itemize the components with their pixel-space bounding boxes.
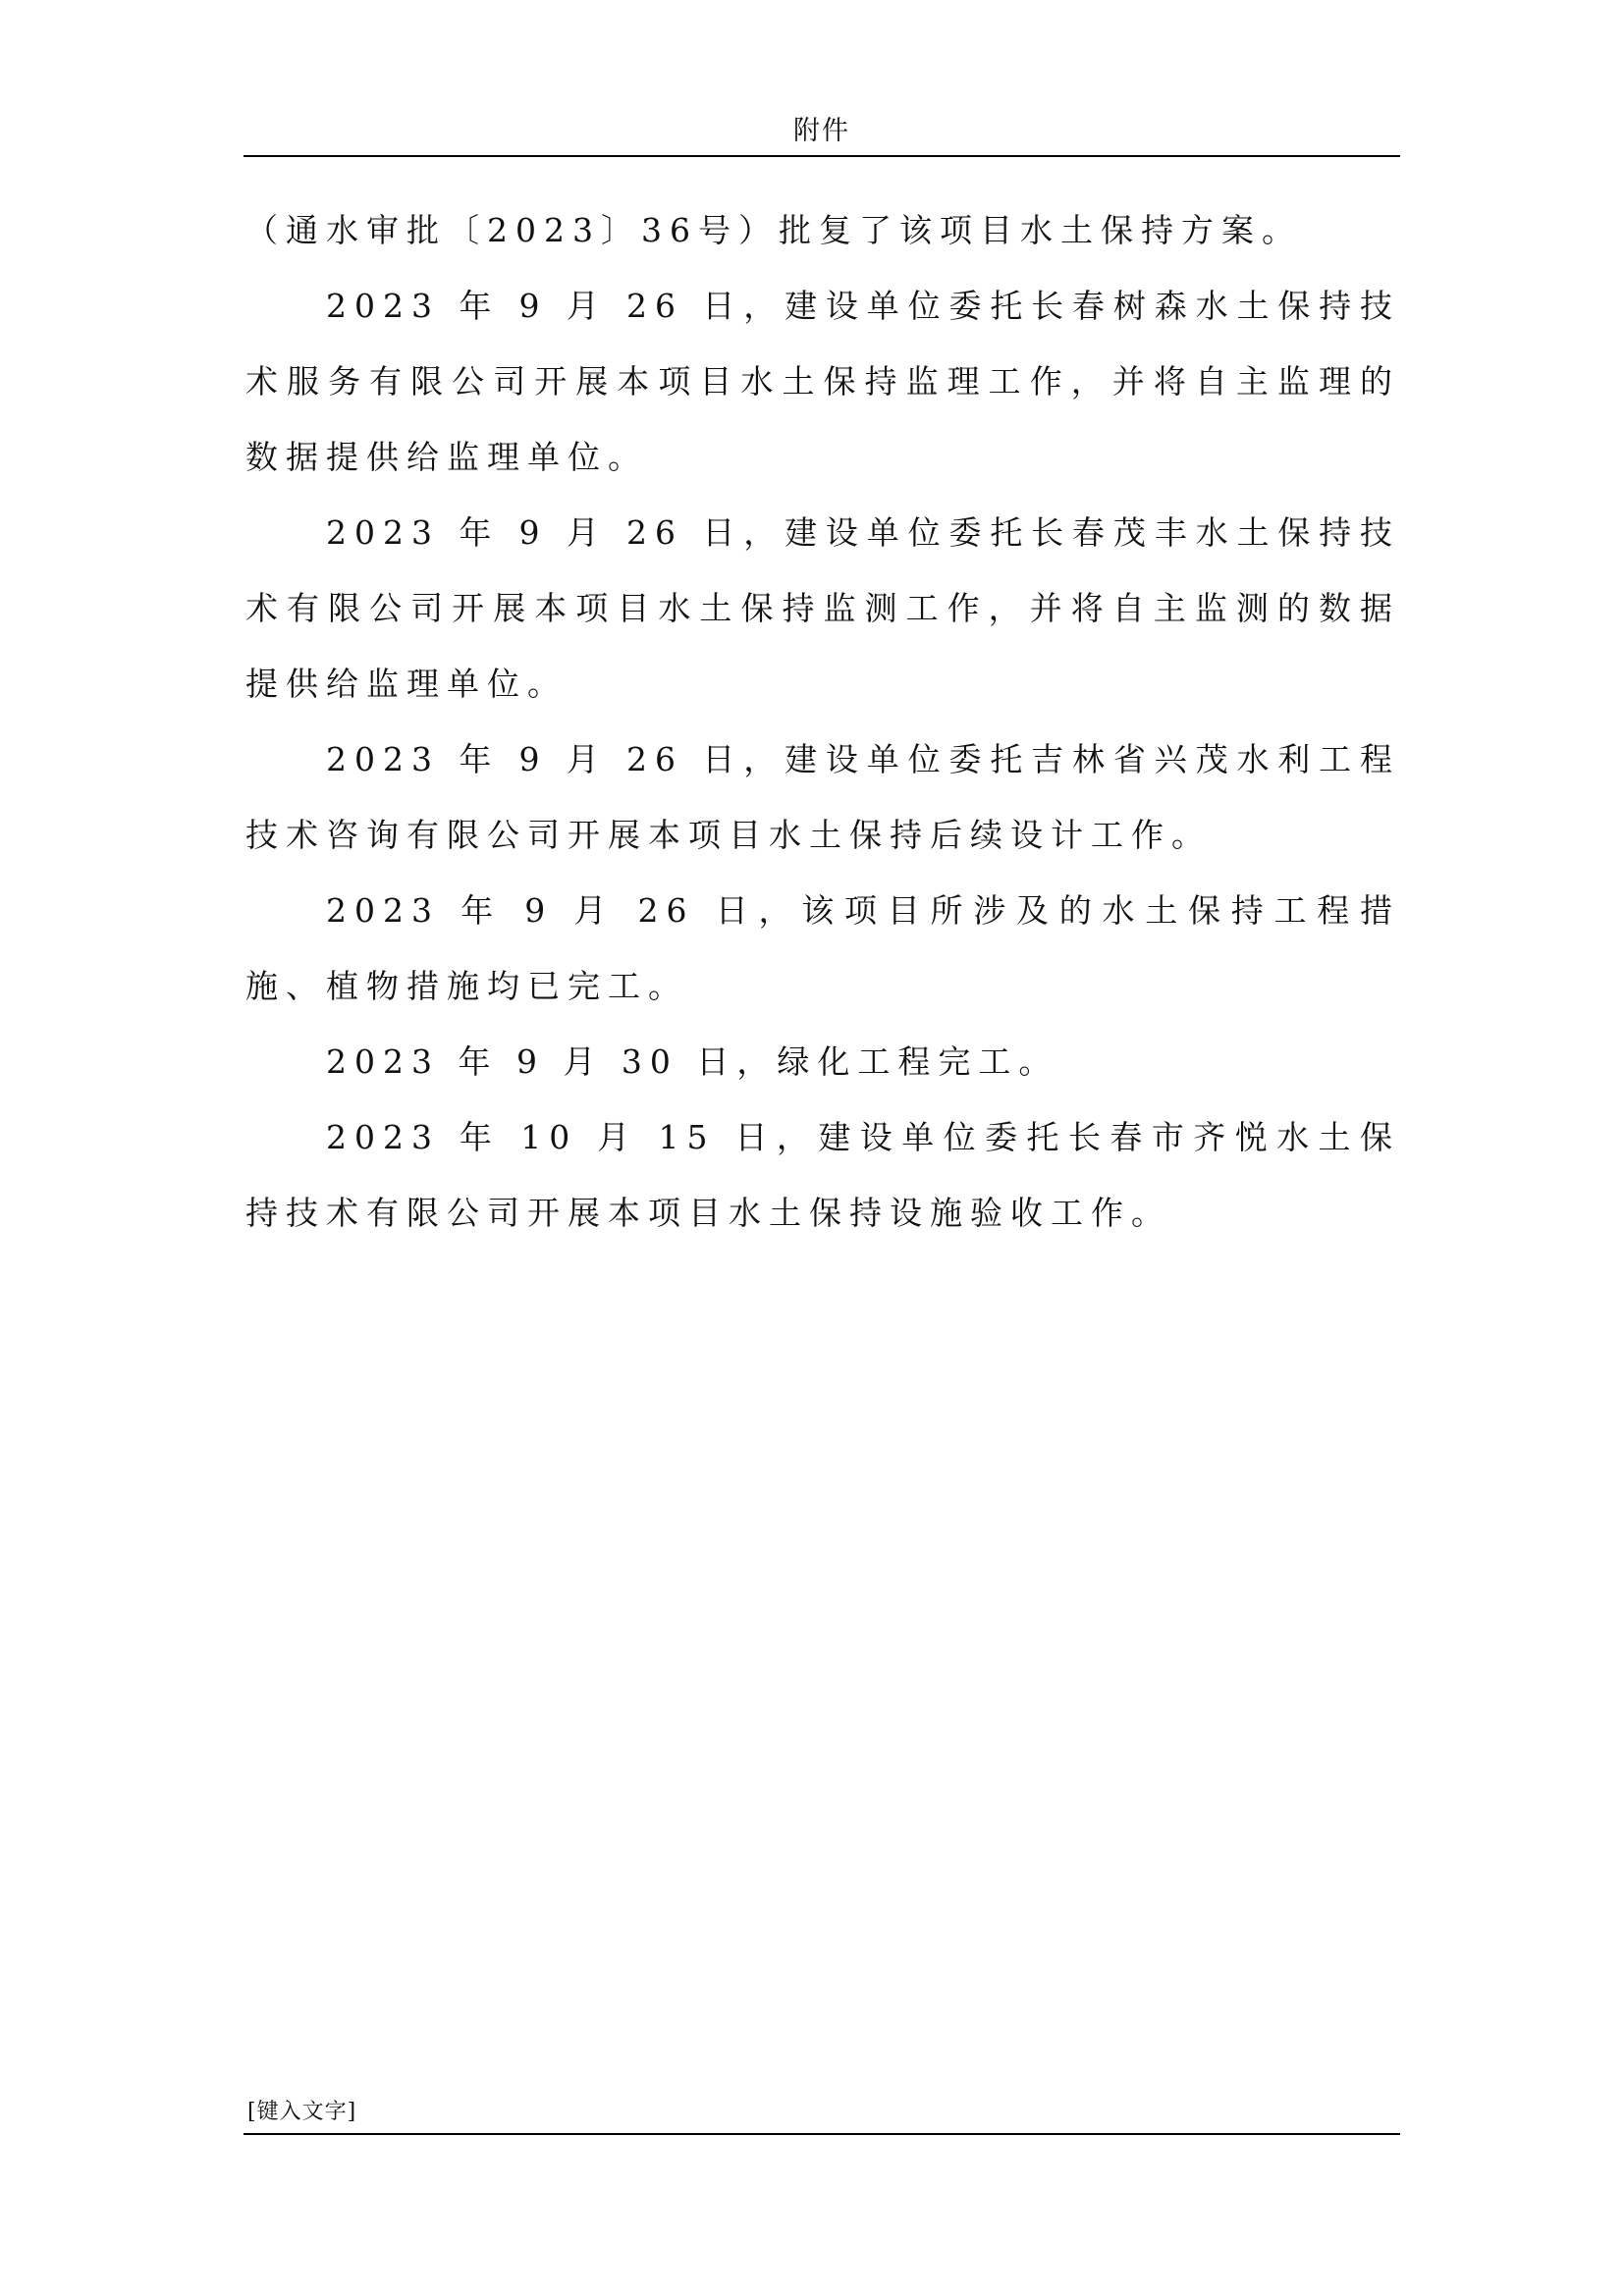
- footer-divider: [244, 2133, 1400, 2135]
- paragraph-acceptance: 2023 年 10 月 15 日，建设单位委托长春市齐悦水土保持技术有限公司开展本项目水土保持设施验收工作。: [245, 1118, 1400, 1232]
- document-body: [245, 192, 1400, 1251]
- paragraph-completion: 2023 年 9 月 26 日，该项目所涉及的水土保持工程措施、植物措施均已完工。: [245, 891, 1400, 1005]
- paragraph-approval: （通水审批〔2023〕36号）批复了该项目水土保持方案。: [245, 211, 1302, 249]
- paragraph-greening: 2023 年 9 月 30 日，绿化工程完工。: [326, 1042, 1059, 1081]
- footer-placeholder-text[interactable]: [键入文字]: [247, 2100, 357, 2124]
- paragraph-design: 2023 年 9 月 26 日，建设单位委托吉林省兴茂水利工程技术咨询有限公司开展本项目水土保持后续设计工作。: [245, 740, 1400, 854]
- paragraph-monitoring: 2023 年 9 月 26 日，建设单位委托长春茂丰水土保持技术有限公司开展本项目水土保持监测工作，并将自主监测的数据提供给监理单位。: [245, 513, 1400, 703]
- paragraph-supervision: 2023 年 9 月 26 日，建设单位委托长春树森水土保持技术服务有限公司开展本项目水土保持监理工作，并将自主监理的数据提供给监理单位。: [245, 287, 1400, 476]
- header-divider: [244, 155, 1400, 157]
- page-header-title: 附件: [793, 116, 850, 146]
